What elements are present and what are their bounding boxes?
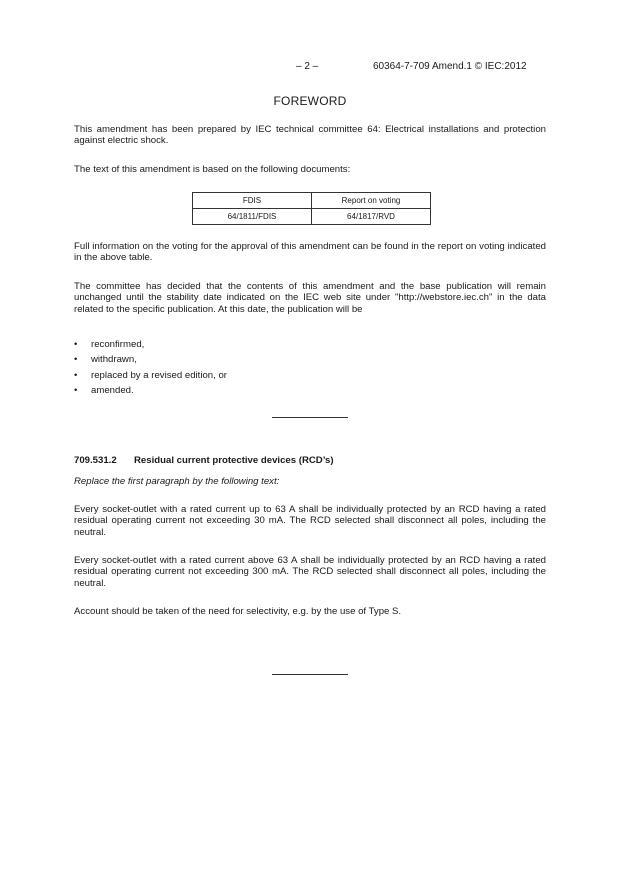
foreword-paragraph-documents: The text of this amendment is based on the following documents: <box>74 164 351 175</box>
foreword-paragraph-voting-info: Full information on the voting for the approval of this amendment can be found in the report on voting indicated in the above table. <box>74 241 546 264</box>
clause-paragraph-300ma: Every socket-outlet with a rated current above 63 A shall be individually protected by an RCD having a rated residual operating current not exceeding 300 mA. The RCD selected shall disconnect all poles, including the neutral. <box>74 555 546 589</box>
bullet-icon: • <box>74 384 78 396</box>
bullet-icon: • <box>74 369 78 381</box>
list-item <box>74 385 227 400</box>
bullet-icon: • <box>74 354 78 366</box>
list-item <box>74 354 227 369</box>
table-header-row <box>193 193 431 209</box>
clause-title: Residual current protective devices (RCD’s) <box>134 455 334 466</box>
page-header <box>0 61 620 75</box>
list-item-text: withdrawn, <box>91 354 137 366</box>
bullet-icon: • <box>74 339 78 350</box>
list-item-text: amended. <box>91 384 134 396</box>
end-divider <box>272 674 348 675</box>
table-header-report: Report on voting <box>312 193 431 209</box>
clause-number: 709.531.2 <box>74 455 117 466</box>
publication-status-list <box>74 339 227 400</box>
clause-paragraph-selectivity: Account should be taken of the need for selectivity, e.g. by the use of Type S. <box>74 606 402 617</box>
amendment-instruction: Replace the first paragraph by the following text: <box>74 476 280 487</box>
clause-heading <box>74 455 334 466</box>
foreword-paragraph-stability: The committee has decided that the contents of this amendment and the base publication will remain unchanged until the stability date indicated on the IEC web site under "http://webstore.iec.ch" in the data related to the specific publication. At this date, the publication will be <box>74 281 546 315</box>
table-header-fdis: FDIS <box>193 193 312 209</box>
document-reference: 60364-7-709 Amend.1 © IEC:2012 <box>373 61 527 72</box>
list-item <box>74 339 227 354</box>
foreword-title: FOREWORD <box>273 94 347 108</box>
page-number: – 2 – <box>296 61 319 72</box>
table-cell-fdis: 64/1811/FDIS <box>193 209 312 225</box>
voting-documents-table <box>192 192 431 225</box>
section-divider <box>272 417 348 418</box>
list-item-text: replaced by a revised edition, or <box>91 369 227 381</box>
table-cell-rvd: 64/1817/RVD <box>312 209 431 225</box>
list-item <box>74 370 227 385</box>
clause-paragraph-30ma: Every socket-outlet with a rated current up to 63 A shall be individually protected by an RCD having a rated residual operating current not exceeding 30 mA. The RCD selected shall disconnect all poles, including the neutral. <box>74 504 546 538</box>
foreword-paragraph-committee: This amendment has been prepared by IEC technical committee 64: Electrical installations and protection against electric shock. <box>74 124 546 147</box>
table-row <box>193 209 431 225</box>
list-item-text: reconfirmed, <box>91 339 145 350</box>
